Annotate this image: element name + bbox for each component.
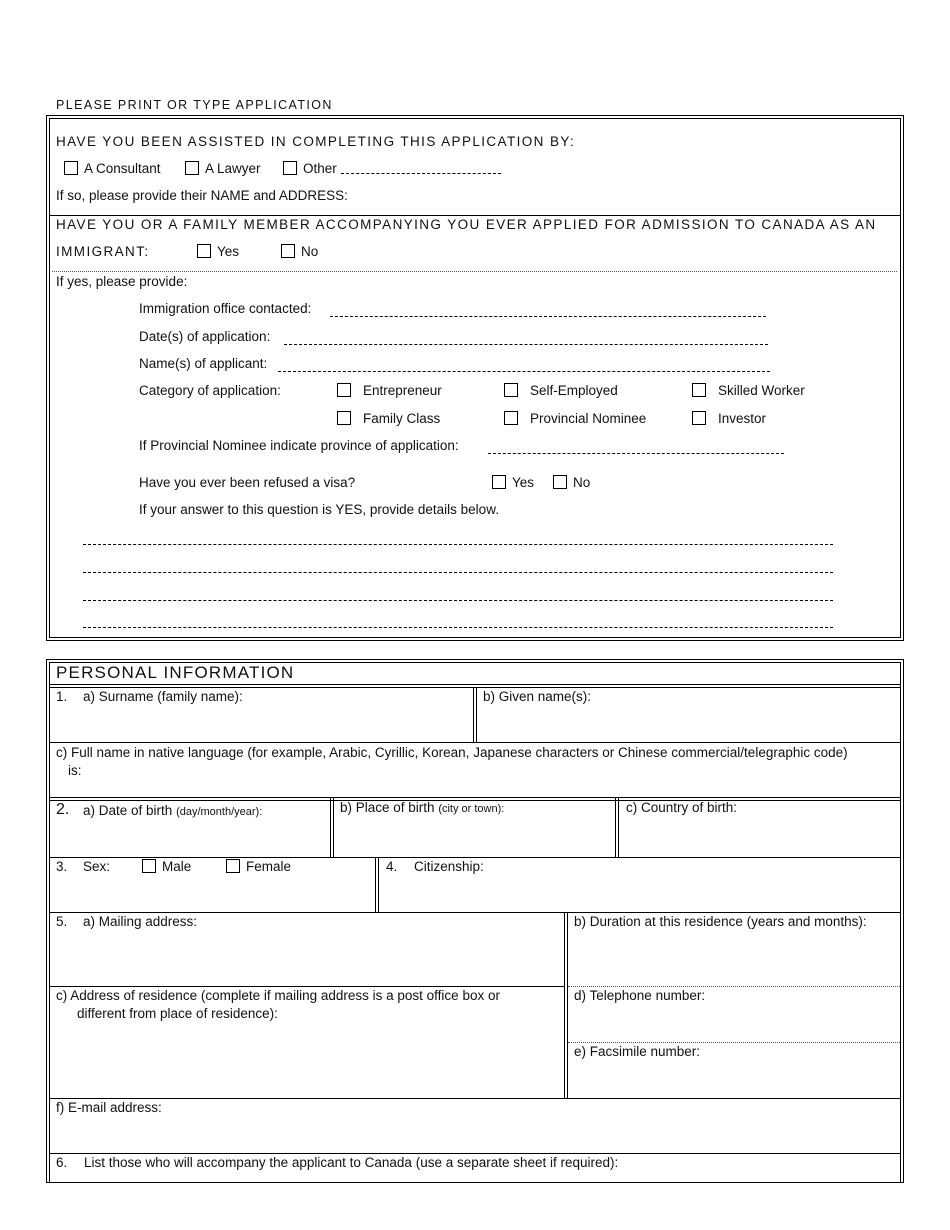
provincial-nominee-checkbox[interactable] (504, 411, 518, 425)
dotted-divider (52, 271, 897, 272)
print-note: PLEASE PRINT OR TYPE APPLICATION (56, 98, 333, 112)
female-checkbox[interactable] (226, 859, 240, 873)
divider (49, 1098, 900, 1099)
other-input[interactable] (341, 161, 501, 174)
accompany-label: List those who will accompany the applicant to Canada (use a separate sheet if required): (84, 1155, 619, 1170)
divider (378, 857, 379, 912)
divider (49, 215, 900, 216)
category-investor[interactable] (692, 411, 766, 426)
duration-label: b) Duration at this residence (years and months): (574, 914, 867, 929)
q4-number: 4. (386, 859, 398, 874)
residence-label-cont: different from place of residence): (77, 1006, 278, 1021)
divider (49, 986, 564, 987)
immigrant-yes-checkbox[interactable] (197, 244, 211, 258)
divider (49, 797, 900, 798)
option-lawyer[interactable] (185, 161, 261, 176)
divider (333, 797, 334, 857)
divider (473, 687, 474, 742)
male-label: Male (162, 859, 192, 874)
refused-no[interactable] (553, 475, 590, 490)
refused-yes-checkbox[interactable] (492, 475, 506, 489)
category-label: Category of application: (139, 383, 281, 398)
q2-number: 2. (56, 801, 70, 818)
divider (615, 797, 616, 857)
dates-input[interactable] (284, 344, 768, 345)
other-label: Other (303, 161, 337, 176)
divider (49, 857, 900, 858)
provincial-nominee-label: Provincial Nominee (530, 411, 647, 426)
immigrant-question-cont: IMMIGRANT: (56, 244, 150, 259)
details-line-4[interactable] (83, 627, 833, 628)
divider (618, 797, 619, 857)
native-name-label: c) Full name in native language (for example, Arabic, Cyrillic, Korean, Japanese characters or Chinese commercial/telegraphic code) (56, 745, 848, 760)
divider (476, 687, 477, 742)
refused-label: Have you ever been refused a visa? (139, 475, 356, 490)
assist-provide-label: If so, please provide their NAME and ADDRESS: (56, 188, 348, 203)
q5-number: 5. (56, 914, 68, 929)
if-yes-label: If yes, please provide: (56, 274, 188, 289)
skilled-worker-label: Skilled Worker (718, 383, 805, 398)
immigrant-no[interactable] (281, 244, 318, 259)
consultant-checkbox[interactable] (64, 161, 78, 175)
pob-hint: (city or town): (438, 803, 505, 815)
skilled-worker-checkbox[interactable] (692, 383, 706, 397)
given-name-label: b) Given name(s): (483, 689, 592, 704)
divider (49, 912, 900, 913)
immigrant-yes-label: Yes (217, 244, 240, 259)
divider (375, 857, 376, 912)
immigrant-yes[interactable] (197, 244, 239, 259)
names-input[interactable] (278, 371, 770, 372)
option-consultant[interactable] (64, 161, 161, 176)
refused-yes-label: Yes (512, 475, 535, 490)
province-input[interactable] (488, 453, 784, 454)
divider (49, 684, 900, 685)
divider (330, 797, 331, 857)
email-label: f) E-mail address: (56, 1100, 162, 1115)
divider (49, 742, 900, 743)
investor-checkbox[interactable] (692, 411, 706, 425)
pob-label (340, 800, 504, 815)
category-family-class[interactable] (337, 411, 440, 426)
dob-label (83, 803, 262, 818)
fax-label: e) Facsimile number: (574, 1044, 701, 1059)
province-label: If Provincial Nominee indicate province of application: (139, 438, 459, 453)
entrepreneur-label: Entrepreneur (363, 383, 442, 398)
lawyer-label: A Lawyer (205, 161, 261, 176)
details-line-1[interactable] (83, 544, 833, 545)
sex-female[interactable] (226, 859, 291, 874)
divider (564, 912, 565, 1098)
residence-label: c) Address of residence (complete if mailing address is a post office box or (56, 988, 500, 1003)
category-provincial-nominee[interactable] (504, 411, 646, 426)
category-skilled-worker[interactable] (692, 383, 805, 398)
sex-male[interactable] (142, 859, 191, 874)
q6-number: 6. (56, 1155, 68, 1170)
q1-number: 1. (56, 689, 68, 704)
entrepreneur-checkbox[interactable] (337, 383, 351, 397)
divider (567, 912, 568, 1098)
cob-label: c) Country of birth: (626, 800, 738, 815)
citizenship-label: Citizenship: (414, 859, 484, 874)
consultant-label: A Consultant (84, 161, 161, 176)
self-employed-checkbox[interactable] (504, 383, 518, 397)
category-self-employed[interactable] (504, 383, 618, 398)
option-other[interactable] (283, 161, 501, 176)
immigrant-no-label: No (301, 244, 319, 259)
dob-text: a) Date of birth (83, 803, 173, 818)
dotted-divider (568, 986, 900, 987)
details-line-3[interactable] (83, 600, 833, 601)
female-label: Female (246, 859, 292, 874)
surname-label: a) Surname (family name): (83, 689, 243, 704)
office-label: Immigration office contacted: (139, 301, 312, 316)
refused-yes[interactable] (492, 475, 534, 490)
family-class-checkbox[interactable] (337, 411, 351, 425)
category-entrepreneur[interactable] (337, 383, 442, 398)
mailing-address-label: a) Mailing address: (83, 914, 198, 929)
investor-label: Investor (718, 411, 767, 426)
self-employed-label: Self-Employed (530, 383, 618, 398)
other-checkbox[interactable] (283, 161, 297, 175)
immigrant-question: HAVE YOU OR A FAMILY MEMBER ACCOMPANYING YOU EVER APPLIED FOR ADMISSION TO CANADA AS AN (56, 217, 877, 232)
family-class-label: Family Class (363, 411, 441, 426)
lawyer-checkbox[interactable] (185, 161, 199, 175)
names-label: Name(s) of applicant: (139, 356, 268, 371)
sex-label: Sex: (83, 859, 111, 874)
dob-hint: (day/month/year): (176, 806, 263, 818)
details-line-2[interactable] (83, 572, 833, 573)
assist-question: HAVE YOU BEEN ASSISTED IN COMPLETING THIS APPLICATION BY: (56, 134, 576, 149)
native-name-label-cont: is: (68, 763, 82, 778)
divider (49, 1153, 900, 1154)
refused-no-label: No (573, 475, 591, 490)
male-checkbox[interactable] (142, 859, 156, 873)
divider (49, 687, 900, 688)
office-input[interactable] (330, 316, 766, 317)
dotted-divider (568, 1042, 900, 1043)
q3-number: 3. (56, 859, 68, 874)
refused-no-checkbox[interactable] (553, 475, 567, 489)
personal-info-title: PERSONAL INFORMATION (56, 663, 295, 682)
telephone-label: d) Telephone number: (574, 988, 706, 1003)
dates-label: Date(s) of application: (139, 329, 271, 344)
immigrant-no-checkbox[interactable] (281, 244, 295, 258)
pob-text: b) Place of birth (340, 800, 435, 815)
details-label: If your answer to this question is YES, provide details below. (139, 502, 499, 517)
